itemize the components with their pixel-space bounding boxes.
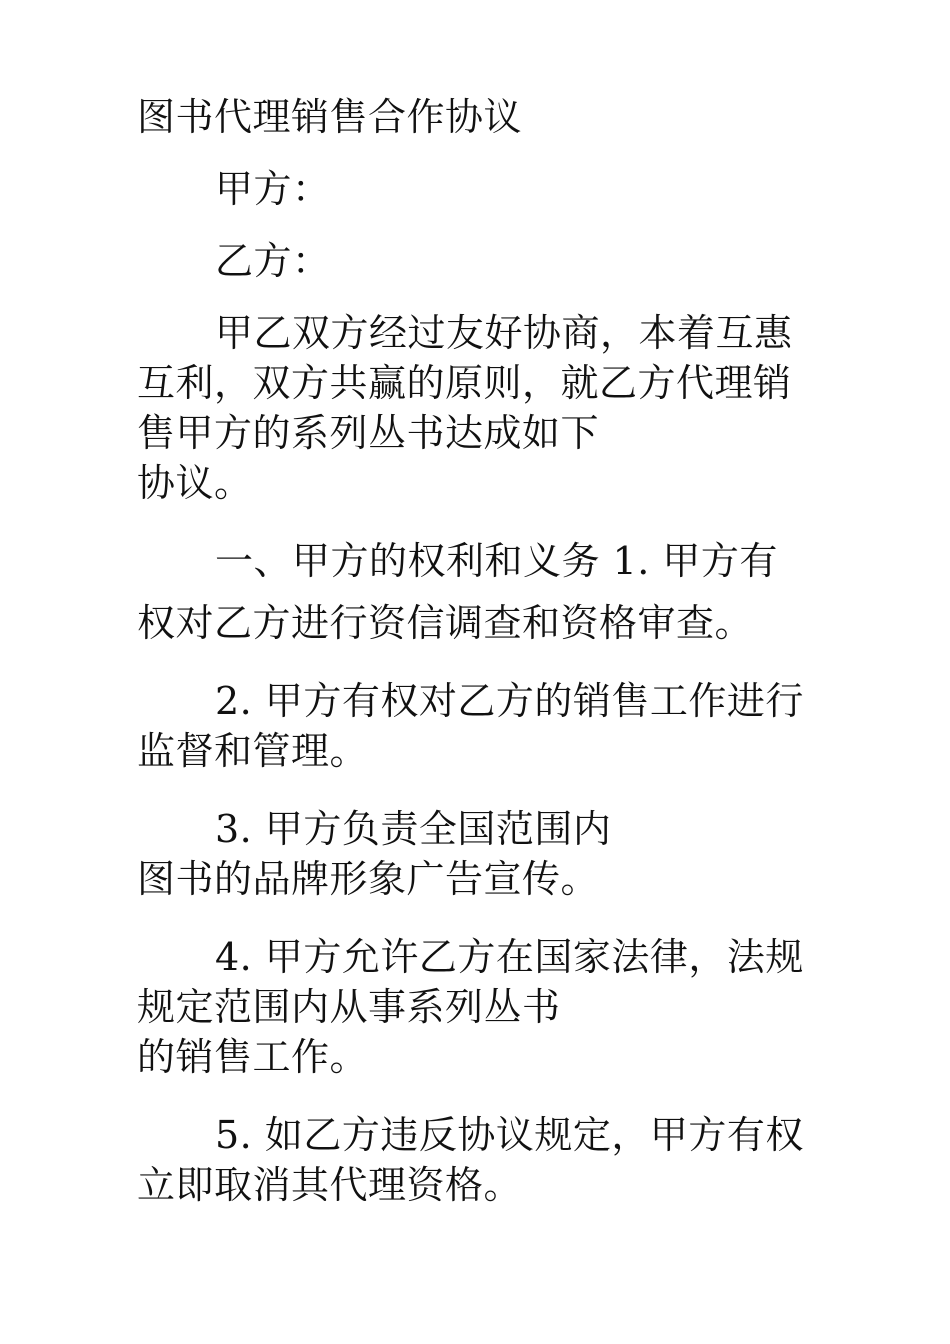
section1-paragraph — [137, 536, 817, 648]
item-5-paragraph — [137, 1110, 817, 1210]
paragraph-line: 一、甲方的权利和义务 1. 甲方有 — [215, 539, 778, 583]
paragraph-line: 图书的品牌形象广告宣传。 — [137, 857, 600, 901]
paragraph-line: 的销售工作。 — [137, 1035, 369, 1079]
intro-paragraph — [137, 308, 817, 508]
paragraph-line: 甲乙双方经过友好协商，本着互惠 — [215, 311, 793, 355]
paragraph-line: 3. 甲方负责全国范围内 — [215, 807, 612, 851]
paragraph-line: 监督和管理。 — [137, 729, 369, 773]
item-2-paragraph — [137, 676, 817, 776]
paragraph-line: 2. 甲方有权对乙方的销售工作进行 — [215, 679, 804, 723]
document-body — [137, 92, 817, 1210]
paragraph-line: 4. 甲方允许乙方在国家法律，法规 — [215, 935, 804, 979]
paragraph-line: 协议。 — [137, 461, 253, 505]
paragraph-line: 规定范围内从事系列丛书 — [137, 985, 561, 1029]
paragraph-line: 权对乙方进行资信调查和资格审查。 — [137, 601, 754, 645]
party-b-label: 乙方： — [215, 239, 331, 283]
paragraph-line: 售甲方的系列丛书达成如下 — [137, 411, 600, 455]
party-a-label: 甲方： — [215, 167, 331, 211]
item-4-paragraph — [137, 932, 817, 1082]
document-title: 图书代理销售合作协议 — [137, 95, 523, 139]
paragraph-line: 立即取消其代理资格。 — [137, 1163, 523, 1207]
item-3-paragraph — [137, 804, 817, 904]
paragraph-line: 互利，双方共赢的原则，就乙方代理销 — [137, 361, 792, 405]
paragraph-line: 5. 如乙方违反协议规定，甲方有权 — [215, 1113, 804, 1157]
